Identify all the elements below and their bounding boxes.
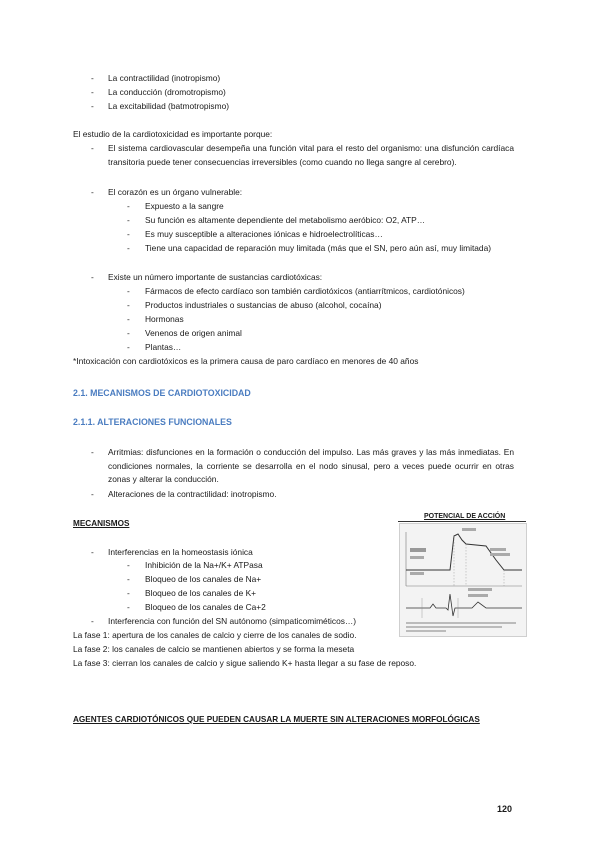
sublist-item: Bloqueo de los canales de K+ (145, 588, 257, 598)
action-potential-diagram (400, 524, 526, 636)
functional-item: Arritmias: disfunciones en la formación o conducción del impulso. Las más graves y las más inmediatas. En condiciones normales, la corriente se desarrolla en el nodo sinusal, pero a veces puede ocurrir en otras zonas y alterar la conducción. (108, 447, 514, 485)
sublist-bullet: - (127, 215, 130, 225)
mechanisms-title: MECANISMOS (73, 519, 130, 528)
subsection-heading: 2.1.1. ALTERACIONES FUNCIONALES (73, 417, 232, 427)
action-potential-figure (399, 523, 527, 637)
footnote-text: *Intoxicación con cardiotóxicos es la primera causa de paro cardíaco en menores de 40 años (73, 356, 419, 366)
reason-item: Existe un número importante de sustancias cardiotóxicas: (108, 272, 323, 282)
list-bullet: - (91, 447, 94, 457)
sublist-item: Bloqueo de los canales de Na+ (145, 574, 262, 584)
sublist-bullet: - (127, 560, 130, 570)
list-bullet: - (91, 101, 94, 111)
bottom-section-title: AGENTES CARDIOTÓNICOS QUE PUEDEN CAUSAR LA MUERTE SIN ALTERACIONES MORFOLÓGICAS (73, 715, 480, 724)
sublist-item: Plantas… (145, 342, 182, 352)
phase-text: La fase 1: apertura de los canales de calcio y cierre de los canales de sodio. (73, 630, 357, 640)
list-bullet: - (91, 143, 94, 153)
sublist-bullet: - (127, 602, 130, 612)
sublist-item: Inhibición de la Na+/K+ ATPasa (145, 560, 263, 570)
sublist-item: Su función es altamente dependiente del metabolismo aeróbico: O2, ATP… (145, 215, 426, 225)
sublist-item: Es muy susceptible a alteraciones iónicas e hidroelectrolíticas… (145, 229, 383, 239)
sublist-item: Tiene una capacidad de reparación muy limitada (más que el SN, pero aún así, muy limitada) (145, 243, 492, 253)
sublist-bullet: - (127, 201, 130, 211)
sublist-item: Fármacos de efecto cardíaco son también cardiotóxicos (antiarrítmicos, cardiotónicos) (145, 286, 465, 296)
sublist-item: Productos industriales o sustancias de abuso (alcohol, cocaína) (145, 300, 382, 310)
sublist-bullet: - (127, 229, 130, 239)
sublist-bullet: - (127, 314, 130, 324)
list-item: La conducción (dromotropismo) (108, 87, 226, 97)
list-bullet: - (91, 616, 94, 626)
list-bullet: - (91, 489, 94, 499)
sublist-bullet: - (127, 243, 130, 253)
reason-paragraph: El sistema cardiovascular desempeña una función vital para el resto del organismo: una disfunción cardíaca transitoria puede tener consecuencias irreversibles (como cuando no llega sangre al cerebro). (108, 143, 514, 167)
sublist-bullet: - (127, 328, 130, 338)
list-bullet: - (91, 187, 94, 197)
mechanism-item: Interferencias en la homeostasis iónica (108, 547, 253, 557)
sublist-bullet: - (127, 286, 130, 296)
figure-caption: POTENCIAL DE ACCIÓN (424, 513, 506, 520)
list-bullet: - (91, 272, 94, 282)
sublist-bullet: - (127, 300, 130, 310)
reason-item: El corazón es un órgano vulnerable: (108, 187, 243, 197)
page-number: 120 (497, 804, 513, 814)
sublist-bullet: - (127, 588, 130, 598)
functional-item: Alteraciones de la contractilidad: inotropismo. (108, 489, 277, 499)
list-bullet: - (91, 547, 94, 557)
phase-text: La fase 3: cierran los canales de calcio y sigue saliendo K+ hasta llegar a su fase de reposo. (73, 658, 417, 668)
sublist-item: Hormonas (145, 314, 184, 324)
sublist-item: Expuesto a la sangre (145, 201, 224, 211)
list-item: La contractilidad (inotropismo) (108, 73, 221, 83)
sublist-item: Bloqueo de los canales de Ca+2 (145, 602, 266, 612)
list-bullet: - (91, 87, 94, 97)
list-item: La excitabilidad (batmotropismo) (108, 101, 230, 111)
sublist-bullet: - (127, 342, 130, 352)
sublist-item: Venenos de origen animal (145, 328, 242, 338)
list-bullet: - (91, 73, 94, 83)
sublist-bullet: - (127, 574, 130, 584)
mechanism-item: Interferencia con función del SN autónomo (simpaticomiméticos…) (108, 616, 357, 626)
section-heading: 2.1. MECANISMOS DE CARDIOTOXICIDAD (73, 388, 251, 398)
figure-rule (398, 521, 526, 522)
phase-text: La fase 2: los canales de calcio se mantienen abiertos y se forma la meseta (73, 644, 355, 654)
intro-text: El estudio de la cardiotoxicidad es importante porque: (73, 129, 273, 139)
